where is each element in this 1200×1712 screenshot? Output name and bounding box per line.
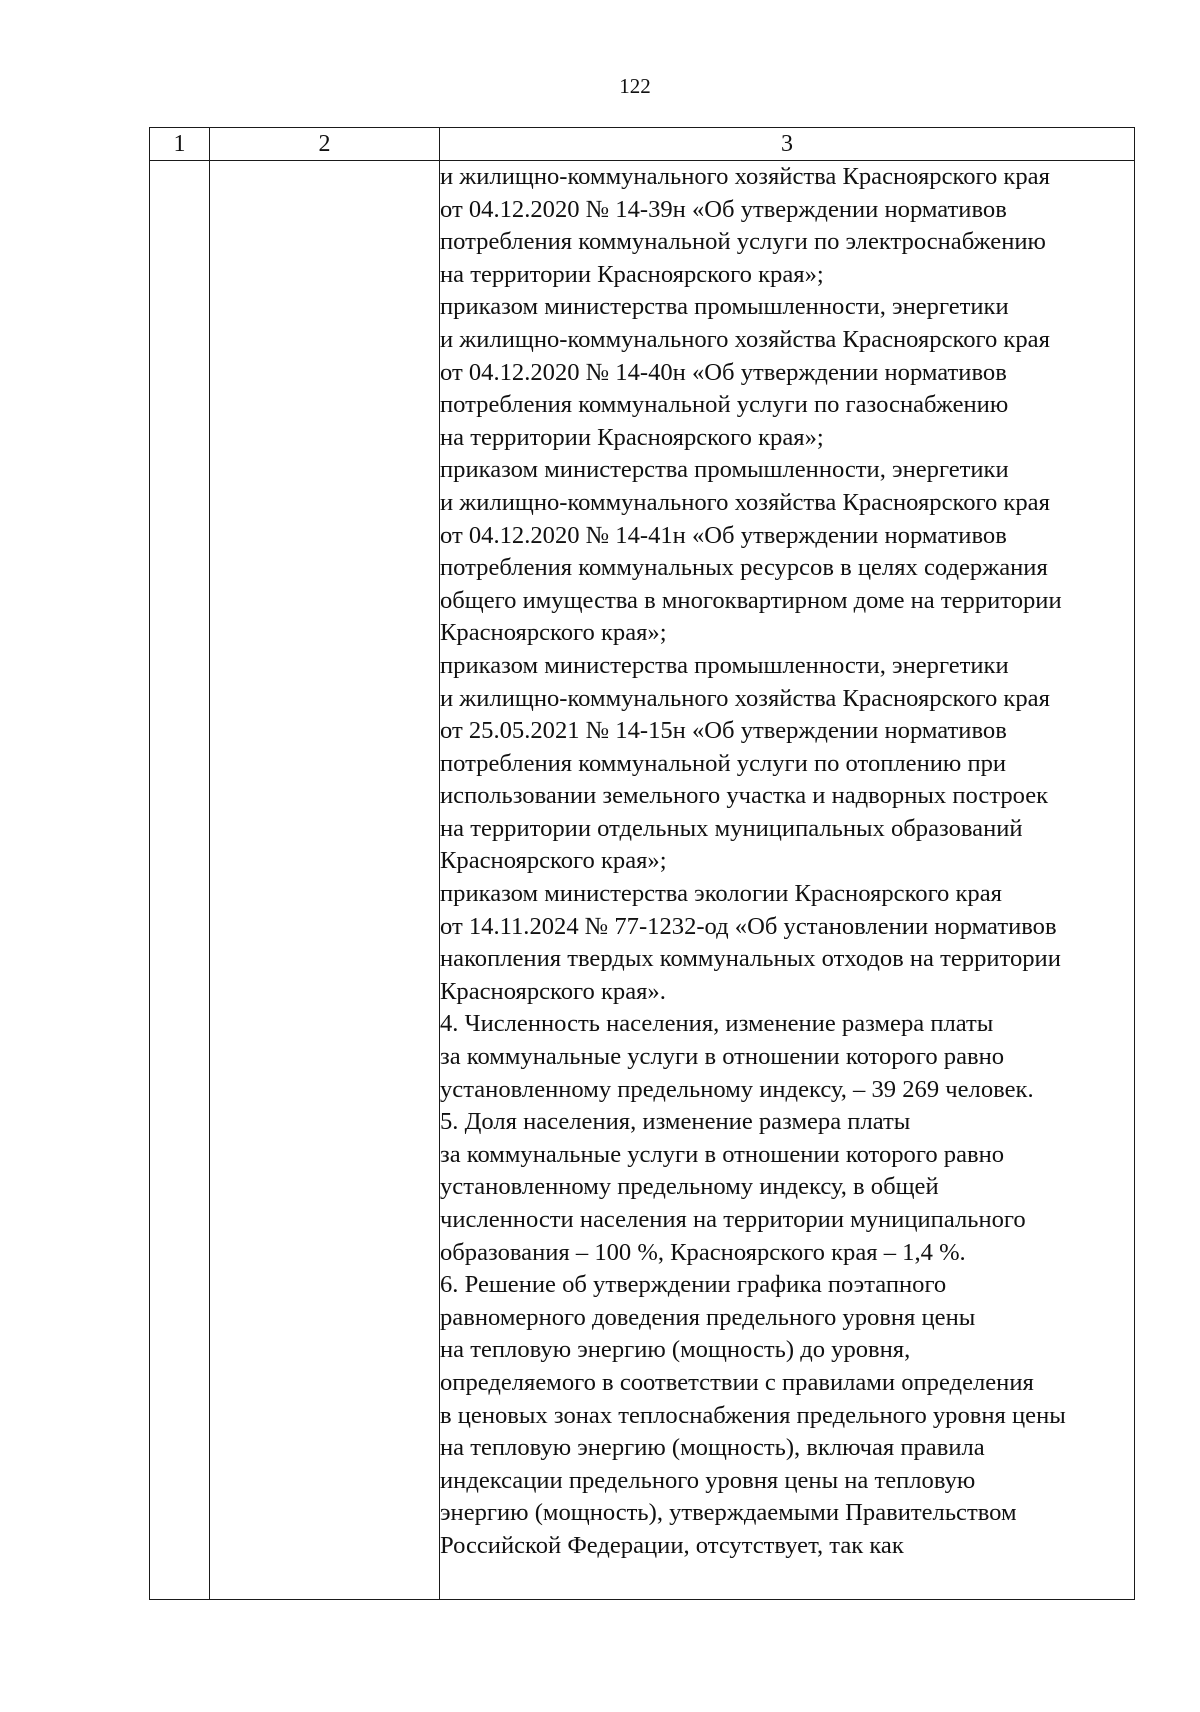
column-header-2: 2 — [210, 128, 440, 161]
text-line: энергию (мощность), утверждаемыми Правительством — [440, 1499, 1017, 1527]
column-header-1: 1 — [150, 128, 210, 161]
text-line: приказом министерства промышленности, энергетики — [440, 456, 1009, 484]
text-line: на территории Красноярского края»; — [440, 260, 824, 288]
text-line: численности населения на территории муниципального — [440, 1206, 1026, 1233]
text-line: на тепловую энергию (мощность), включая правила — [440, 1434, 985, 1462]
text-line: потребления коммунальной услуги по электроснабжению — [440, 228, 1046, 256]
text-line: и жилищно-коммунального хозяйства Красноярского края — [440, 488, 1050, 516]
text-line: потребления коммунальных ресурсов в целях содержания — [440, 554, 1048, 582]
text-line: общего имущества в многоквартирном доме на территории — [440, 586, 1062, 614]
text-line: на тепловую энергию (мощность) до уровня, — [440, 1336, 911, 1364]
text-line: приказом министерства промышленности, энергетики — [440, 651, 1009, 679]
text-line: приказом министерства экологии Красноярского края — [440, 880, 1002, 908]
text-line: Красноярского края»; — [440, 619, 667, 647]
text-line: Красноярского края». — [440, 977, 666, 1005]
text-line: от 04.12.2020 № 14-40н «Об утверждении нормативов — [440, 358, 1007, 386]
cell-column-2 — [210, 161, 440, 1600]
text-line: индексации предельного уровня цены на тепловую — [440, 1466, 976, 1494]
cell-column-3-text — [440, 161, 1134, 1563]
text-line: за коммунальные услуги в отношении которого равно — [440, 1043, 1005, 1071]
text-line: Российской Федерации, отсутствует, так как — [440, 1531, 904, 1559]
text-line: приказом министерства промышленности, энергетики — [440, 293, 1009, 321]
text-line: и жилищно-коммунального хозяйства Красноярского края — [440, 684, 1050, 712]
text-line: на территории Красноярского края»; — [440, 423, 824, 451]
text-line: накопления твердых коммунальных отходов на территории — [440, 945, 1061, 973]
text-line: потребления коммунальной услуги по газоснабжению — [440, 391, 1009, 419]
text-line: в ценовых зонах теплоснабжения предельного уровня цены — [440, 1401, 1066, 1429]
text-line: потребления коммунальной услуги по отоплению при — [440, 749, 1007, 777]
text-line: и жилищно-коммунального хозяйства Красноярского края — [440, 163, 1050, 190]
text-line: использовании земельного участка и надворных построек — [440, 782, 1049, 810]
text-line: за коммунальные услуги в отношении которого равно — [440, 1140, 1005, 1168]
cell-column-1 — [150, 161, 210, 1600]
text-line: установленному предельному индексу, в общей — [440, 1173, 939, 1201]
table-row — [150, 161, 1135, 1600]
text-line: 6. Решение об утверждении графика поэтапного — [440, 1271, 947, 1299]
document-table — [149, 127, 1135, 1600]
text-line: от 04.12.2020 № 14-41н «Об утверждении нормативов — [440, 521, 1007, 549]
text-line: определяемого в соответствии с правилами определения — [440, 1368, 1034, 1396]
column-header-3: 3 — [440, 128, 1135, 161]
text-line: от 25.05.2021 № 14-15н «Об утверждении нормативов — [440, 717, 1007, 745]
text-line: от 14.11.2024 № 77-1232-од «Об установлении нормативов — [440, 912, 1057, 940]
cell-column-3 — [440, 161, 1135, 1600]
table-header-row — [150, 128, 1135, 161]
text-line: 4. Численность населения, изменение размера платы — [440, 1010, 994, 1038]
text-line: образования – 100 %, Красноярского края – 1,4 %. — [440, 1238, 966, 1266]
text-line: на территории отдельных муниципальных образований — [440, 814, 1023, 842]
text-line: Красноярского края»; — [440, 847, 667, 875]
text-line: 5. Доля населения, изменение размера платы — [440, 1108, 911, 1136]
page-number: 122 — [619, 74, 651, 98]
text-line: установленному предельному индексу, – 39 269 человек. — [440, 1075, 1034, 1103]
text-line: равномерного доведения предельного уровня цены — [440, 1303, 976, 1331]
text-line: и жилищно-коммунального хозяйства Красноярского края — [440, 325, 1050, 353]
text-line: от 04.12.2020 № 14-39н «Об утверждении нормативов — [440, 195, 1007, 223]
